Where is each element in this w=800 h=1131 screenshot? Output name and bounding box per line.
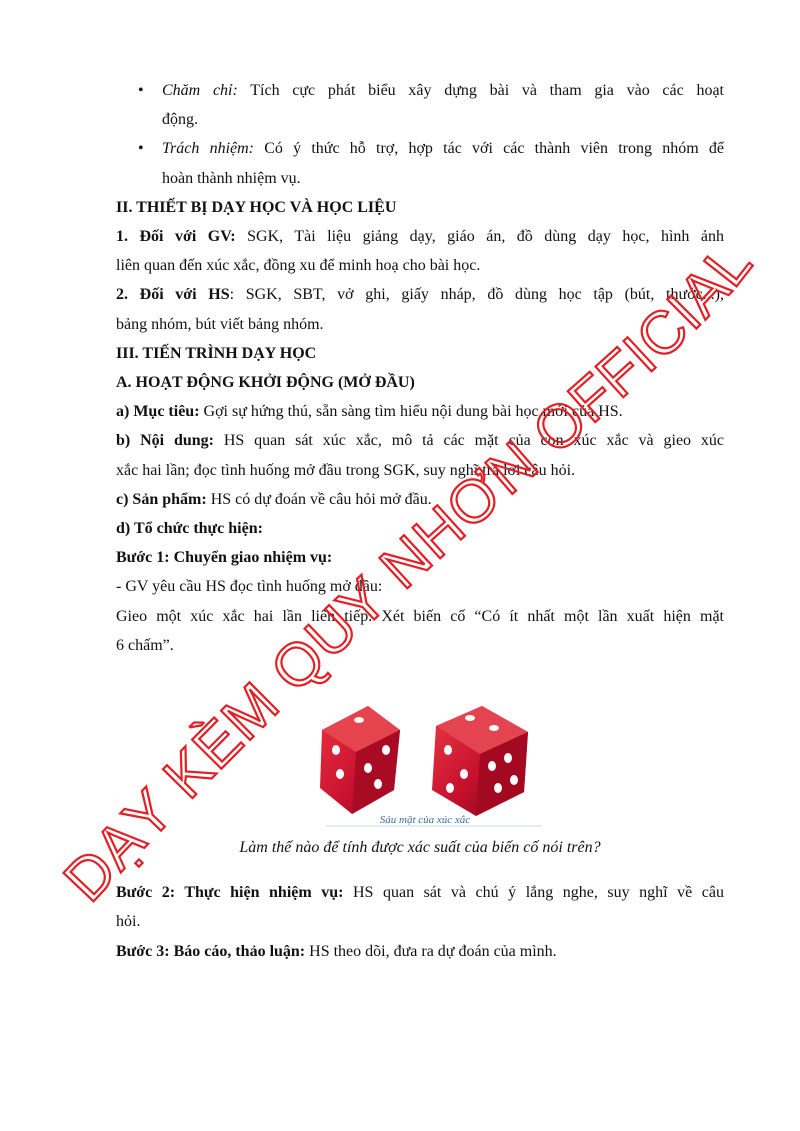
- bullet-label: Trách nhiệm:: [162, 140, 254, 158]
- bullet-continuation: hoàn thành nhiệm vụ.: [162, 169, 301, 187]
- step-heading: Bước 1: Chuyển giao nhiệm vụ:: [116, 549, 333, 567]
- label: Bước 3: Báo cáo, thảo luận:: [116, 942, 306, 960]
- bullet-item: [116, 76, 724, 105]
- text: HS theo dõi, đưa ra dự đoán của mình.: [305, 942, 557, 960]
- bullet-text: Có ý thức hỗ trợ, hợp tác với các thành viên trong nhóm để: [254, 140, 724, 158]
- section-heading: II. THIẾT BỊ DẠY HỌC VÀ HỌC LIỆU: [116, 198, 397, 216]
- paragraph-continuation: bảng nhóm, bút viết bảng nhóm.: [116, 315, 324, 333]
- paragraph-continuation: xắc hai lần; đọc tình huống mở đầu trong SGK, suy nghĩ trả lời câu hỏi.: [116, 461, 576, 479]
- paragraph-continuation: hỏi.: [116, 913, 141, 931]
- paragraph-heading: d) Tổ chức thực hiện:: [116, 520, 263, 538]
- bullet-item: [116, 134, 724, 163]
- bullet-dot: •: [138, 140, 144, 158]
- watermark-textpath: DẠY KÈM QUY NHƠN OFFICIAL: [50, 229, 765, 914]
- figure-question: Làm thế nào để tính được xác suất của biến cố nói trên?: [239, 839, 601, 857]
- bullet-continuation: động.: [162, 111, 198, 129]
- section-heading: III. TIẾN TRÌNH DẠY HỌC: [116, 344, 317, 362]
- label: 2. Đối với HS: [116, 286, 230, 304]
- text: SGK, Tài liệu giảng dạy, giáo án, đồ dùng dạy học, hình ảnh: [235, 228, 724, 246]
- paragraph: [116, 878, 724, 907]
- text: HS quan sát và chú ý lắng nghe, suy nghĩ về câu: [343, 884, 724, 902]
- bullet-text: Tích cực phát biểu xây dựng bài và tham gia vào các hoạt: [237, 82, 724, 99]
- paragraph: - GV yêu cầu HS đọc tình huống mở đầu:: [116, 578, 383, 596]
- subsection-heading: A. HOẠT ĐỘNG KHỞI ĐỘNG (MỞ ĐẦU): [116, 374, 415, 392]
- label: c) Sản phẩm:: [116, 490, 207, 508]
- paragraph: [116, 937, 724, 966]
- text: HS có dự đoán về câu hỏi mở đầu.: [206, 490, 432, 508]
- die-right: [432, 706, 528, 816]
- document-page: [116, 76, 724, 966]
- paragraph: [116, 426, 724, 455]
- label: Bước 2: Thực hiện nhiệm vụ:: [116, 884, 344, 902]
- paragraph-continuation: 6 chấm”.: [116, 636, 174, 654]
- paragraph: [116, 485, 724, 514]
- label: a) Mục tiêu:: [116, 403, 200, 421]
- paragraph: Gieo một xúc xắc hai lần liên tiếp. Xét biến cố “Có ít nhất một lần xuất hiện mặt: [116, 607, 724, 625]
- die-left: [320, 706, 400, 814]
- paragraph: [116, 397, 724, 426]
- label: 1. Đối với GV:: [116, 228, 236, 246]
- paragraph: [116, 222, 724, 251]
- text: : SGK, SBT, vở ghi, giấy nháp, đồ dùng học tập (bút, thước...),: [229, 286, 725, 304]
- figure-caption: Sáu mặt của xúc xắc: [379, 814, 471, 827]
- label: b) Nội dung:: [116, 432, 214, 450]
- dice-image: [302, 692, 548, 830]
- text: HS quan sát xúc xắc, mô tả các mặt của con xúc xắc và gieo xúc: [213, 432, 724, 450]
- paragraph-continuation: liên quan đến xúc xắc, đồng xu để minh hoạ cho bài học.: [116, 257, 481, 275]
- paragraph: [116, 280, 724, 309]
- bullet-label: Chăm chỉ:: [162, 82, 238, 99]
- bullet-dot: •: [138, 82, 144, 99]
- text: Gợi sự hứng thú, sẵn sàng tìm hiểu nội dung bài học mới của HS.: [199, 403, 623, 421]
- dice-figure: [116, 692, 724, 830]
